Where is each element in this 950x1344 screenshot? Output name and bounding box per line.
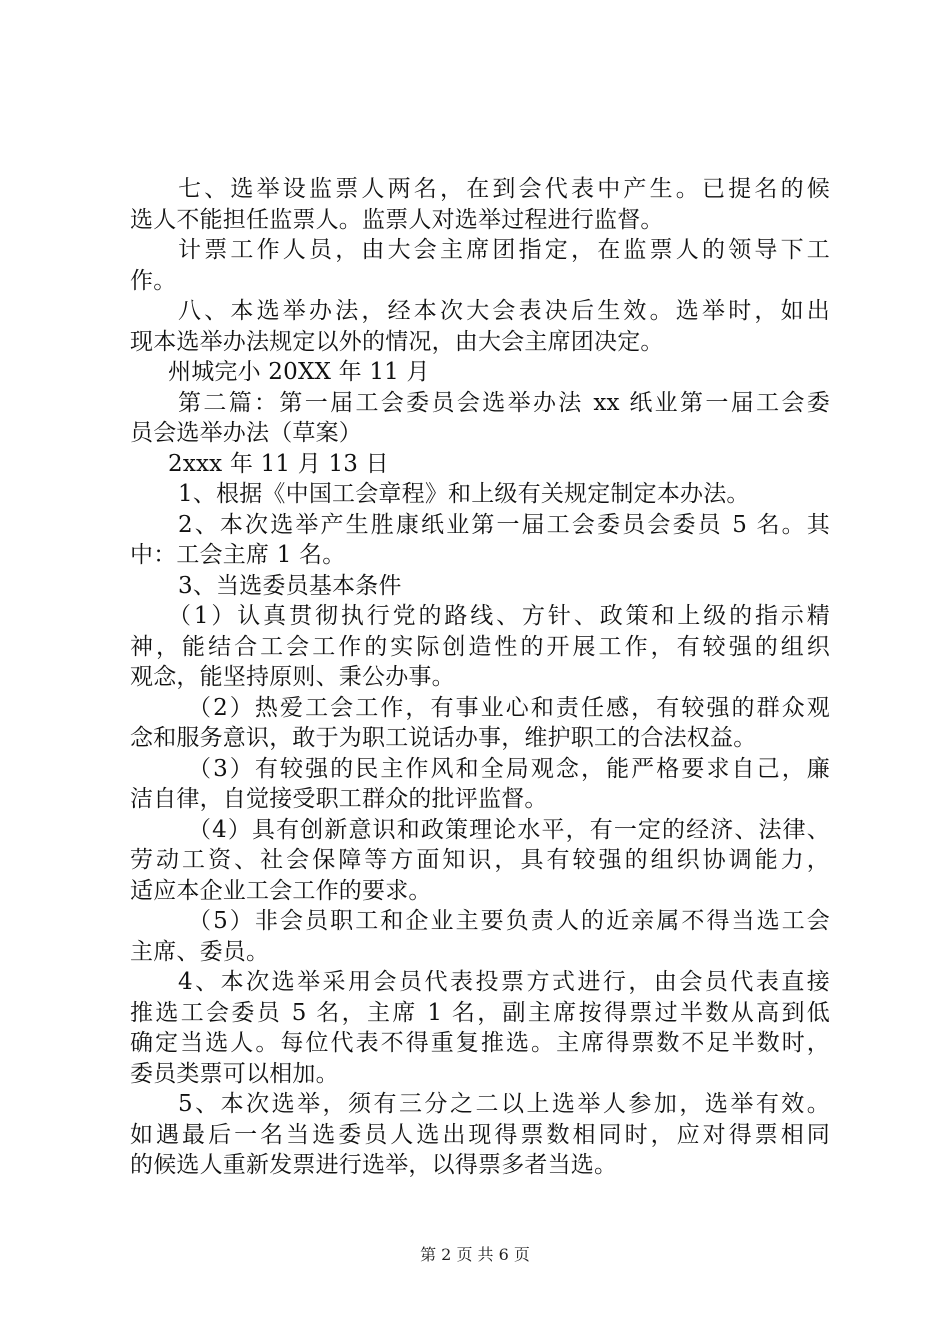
text-line: 第二篇：第一届工会委员会选举办法 xx 纸业第一届工会委 bbox=[178, 389, 830, 416]
text-line: 5、本次选举，须有三分之二以上选举人参加，选举有效。 bbox=[178, 1091, 830, 1117]
text-line: 确定当选人。每位代表不得重复推选。主席得票数不足半数时， bbox=[130, 1030, 830, 1056]
text-line: （5）非会员职工和企业主要负责人的近亲属不得当选工会 bbox=[188, 908, 830, 934]
text-line: 推选工会委员 5 名，主席 1 名，副主席按得票过半数从高到低 bbox=[130, 999, 830, 1026]
text-line: 计票工作人员，由大会主席团指定，在监票人的领导下工 bbox=[178, 237, 830, 263]
text-line: 选人不能担任监票人。监票人对选举过程进行监督。 bbox=[130, 206, 664, 233]
text-line: 2、本次选举产生胜康纸业第一届工会委员会委员 5 名。其 bbox=[178, 511, 830, 538]
text-line: 3、当选委员基本条件 bbox=[178, 572, 402, 599]
text-line: 1、根据《中国工会章程》和上级有关规定制定本办法。 bbox=[178, 481, 750, 507]
text-line: 中：工会主席 1 名。 bbox=[130, 542, 346, 568]
text-line: 员会选举办法（草案） bbox=[130, 420, 362, 446]
text-line: 的候选人重新发票进行选举，以得票多者当选。 bbox=[130, 1152, 618, 1178]
text-line: 劳动工资、社会保障等方面知识，具有较强的组织协调能力， bbox=[130, 847, 830, 873]
text-line: 洁自律，自觉接受职工群众的批评监督。 bbox=[130, 786, 548, 812]
text-line: 作。 bbox=[130, 267, 177, 294]
text-line: 2xxx 年 11 月 13 日 bbox=[168, 450, 389, 477]
page-footer: 第 2 页 共 6 页 bbox=[420, 1245, 530, 1264]
text-line: 主席、委员。 bbox=[130, 938, 270, 965]
text-line: 州城完小 20XX 年 11 月 bbox=[168, 359, 430, 385]
text-line: 观念，能坚持原则、秉公办事。 bbox=[130, 664, 455, 690]
text-line: 神，能结合工会工作的实际创造性的开展工作，有较强的组织 bbox=[130, 633, 830, 660]
text-line: 4、本次选举采用会员代表投票方式进行，由会员代表直接 bbox=[178, 969, 830, 995]
text-line: （3）有较强的民主作风和全局观念，能严格要求自己，廉 bbox=[188, 755, 830, 782]
text-line: 念和服务意识，敢于为职工说话办事，维护职工的合法权益。 bbox=[130, 725, 757, 751]
text-line: 八、本选举办法，经本次大会表决后生效。选举时，如出 bbox=[178, 298, 830, 324]
text-line: 适应本企业工会工作的要求。 bbox=[130, 877, 432, 904]
text-line: 如遇最后一名当选委员人选出现得票数相同时，应对得票相同 bbox=[130, 1121, 830, 1148]
text-line: （4）具有创新意识和政策理论水平，有一定的经济、法律、 bbox=[188, 816, 830, 843]
text-line: （2）热爱工会工作，有事业心和责任感，有较强的群众观 bbox=[188, 694, 830, 721]
text-line: 现本选举办法规定以外的情况，由大会主席团决定。 bbox=[130, 328, 664, 355]
text-line: 委员类票可以相加。 bbox=[130, 1060, 339, 1087]
text-line: （1）认真贯彻执行党的路线、方针、政策和上级的指示精 bbox=[168, 603, 830, 629]
document-body bbox=[130, 174, 830, 1181]
text-line: 七、选举设监票人两名，在到会代表中产生。已提名的候 bbox=[178, 176, 830, 202]
